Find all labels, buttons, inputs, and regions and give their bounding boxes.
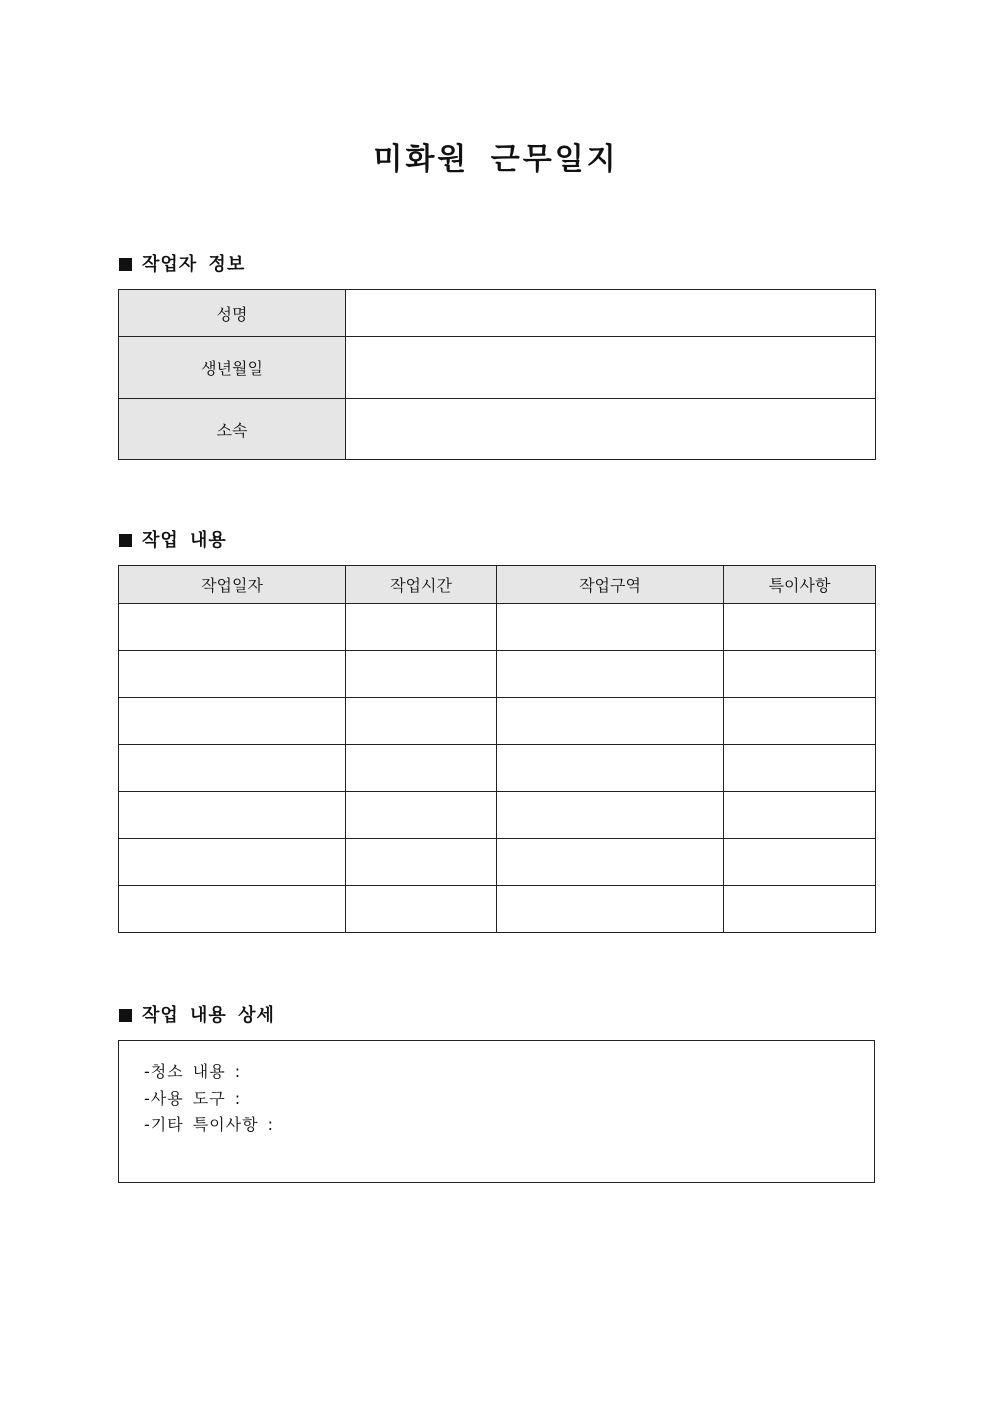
table-row [119,337,876,399]
table-row [119,792,876,839]
table-row [119,651,876,698]
square-bullet-icon [119,534,132,547]
work-time-cell[interactable] [346,839,497,886]
column-header-work-time: 작업시간 [346,566,497,604]
work-time-cell[interactable] [346,886,497,933]
table-header-row [119,566,876,604]
remarks-cell[interactable] [724,839,876,886]
table-row [119,604,876,651]
table-row [119,839,876,886]
affiliation-field[interactable] [346,399,876,460]
work-time-cell[interactable] [346,745,497,792]
section-heading-label: 작업 내용 [142,530,227,551]
column-header-work-area: 작업구역 [497,566,724,604]
section-heading-work-content [119,529,227,553]
affiliation-label: 소속 [119,399,346,460]
work-area-cell[interactable] [497,745,724,792]
table-row [119,290,876,337]
remarks-cell[interactable] [724,604,876,651]
work-area-cell[interactable] [497,651,724,698]
section-heading-label: 작업 내용 상세 [142,1005,275,1026]
other-remarks-line: -기타 특이사항 : [144,1115,275,1134]
work-time-cell[interactable] [346,604,497,651]
section-heading-label: 작업자 정보 [142,254,246,275]
birthdate-field[interactable] [346,337,876,399]
work-date-cell[interactable] [119,792,346,839]
work-date-cell[interactable] [119,651,346,698]
work-time-cell[interactable] [346,651,497,698]
remarks-cell[interactable] [724,745,876,792]
work-area-cell[interactable] [497,839,724,886]
work-area-cell[interactable] [497,698,724,745]
remarks-cell[interactable] [724,651,876,698]
table-row [119,698,876,745]
work-time-cell[interactable] [346,698,497,745]
document-title: 미화원 근무일지 [373,142,619,177]
work-area-cell[interactable] [497,886,724,933]
work-date-cell[interactable] [119,698,346,745]
table-row [119,745,876,792]
name-label: 성명 [119,290,346,337]
section-heading-worker-info [119,253,245,277]
work-time-cell[interactable] [346,792,497,839]
column-header-remarks: 특이사항 [724,566,876,604]
remarks-cell[interactable] [724,886,876,933]
table-row [119,399,876,460]
column-header-work-date: 작업일자 [119,566,346,604]
work-date-cell[interactable] [119,745,346,792]
work-date-cell[interactable] [119,839,346,886]
birthdate-label: 생년월일 [119,337,346,399]
table-row [119,886,876,933]
remarks-cell[interactable] [724,792,876,839]
work-date-cell[interactable] [119,886,346,933]
work-content-table [118,565,876,933]
name-field[interactable] [346,290,876,337]
square-bullet-icon [119,258,132,271]
work-area-cell[interactable] [497,604,724,651]
cleaning-content-line: -청소 내용 : [144,1062,242,1081]
work-detail-box[interactable] [118,1040,875,1183]
section-heading-work-detail [119,1004,275,1028]
tools-used-line: -사용 도구 : [144,1089,242,1108]
work-date-cell[interactable] [119,604,346,651]
square-bullet-icon [119,1009,132,1022]
worker-info-table [118,289,876,460]
work-area-cell[interactable] [497,792,724,839]
remarks-cell[interactable] [724,698,876,745]
